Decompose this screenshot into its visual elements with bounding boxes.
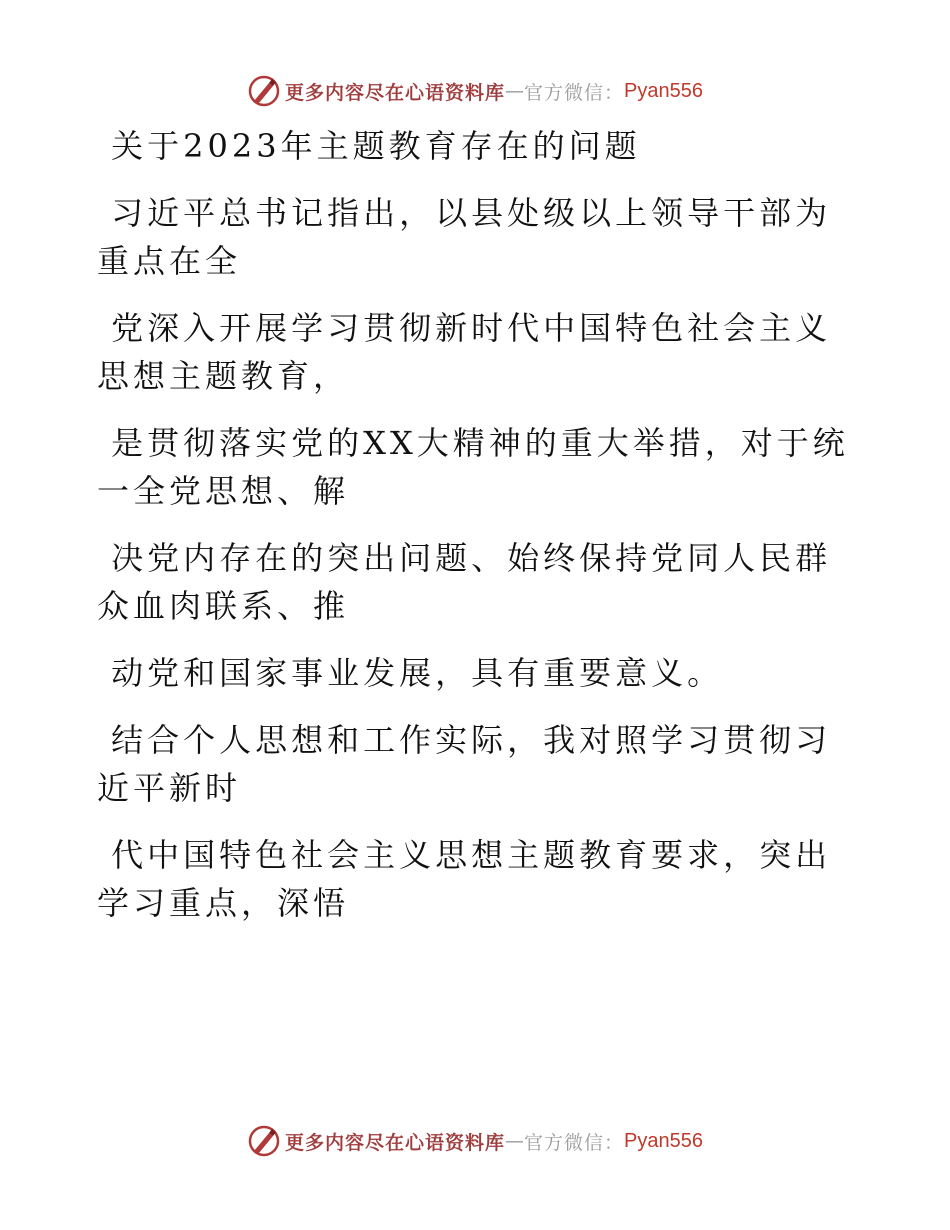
document-body [97, 122, 857, 946]
document-paragraph: 结合个人思想和工作实际，我对照学习贯彻习近平新时 [97, 721, 832, 807]
document-paragraph: 党深入开展学习贯彻新时代中国特色社会主义思想主题教育， [97, 309, 832, 395]
pen-logo-icon [247, 74, 281, 108]
pen-logo-icon [247, 1124, 281, 1158]
watermark-wechat-label: 官方微信： [524, 1131, 625, 1154]
document-paragraph: 动党和国家事业发展，具有重要意义。 [97, 654, 724, 692]
watermark-brand-text: 更多内容尽在心语资料库 [285, 81, 506, 104]
watermark-brand-text: 更多内容尽在心语资料库 [285, 1131, 506, 1154]
document-title: 关于2023年主题教育存在的问题 [97, 127, 641, 165]
document-paragraph: 决党内存在的突出问题、始终保持党同人民群众血肉联系、推 [97, 539, 832, 625]
document-paragraph: 代中国特色社会主义思想主题教育要求，突出学习重点，深悟 [97, 836, 832, 922]
watermark-wechat-label: 官方微信： [524, 81, 625, 104]
footer-watermark [0, 1121, 950, 1161]
header-watermark [0, 71, 950, 111]
watermark-separator: — [505, 1130, 525, 1152]
watermark-separator: — [505, 80, 525, 102]
document-paragraph: 习近平总书记指出，以县处级以上领导干部为重点在全 [97, 194, 832, 280]
document-paragraph: 是贯彻落实党的XX大精神的重大举措，对于统一全党思想、解 [97, 424, 849, 510]
watermark-wechat-handle: Pyan556 [624, 1129, 703, 1152]
watermark-wechat-handle: Pyan556 [624, 79, 703, 102]
